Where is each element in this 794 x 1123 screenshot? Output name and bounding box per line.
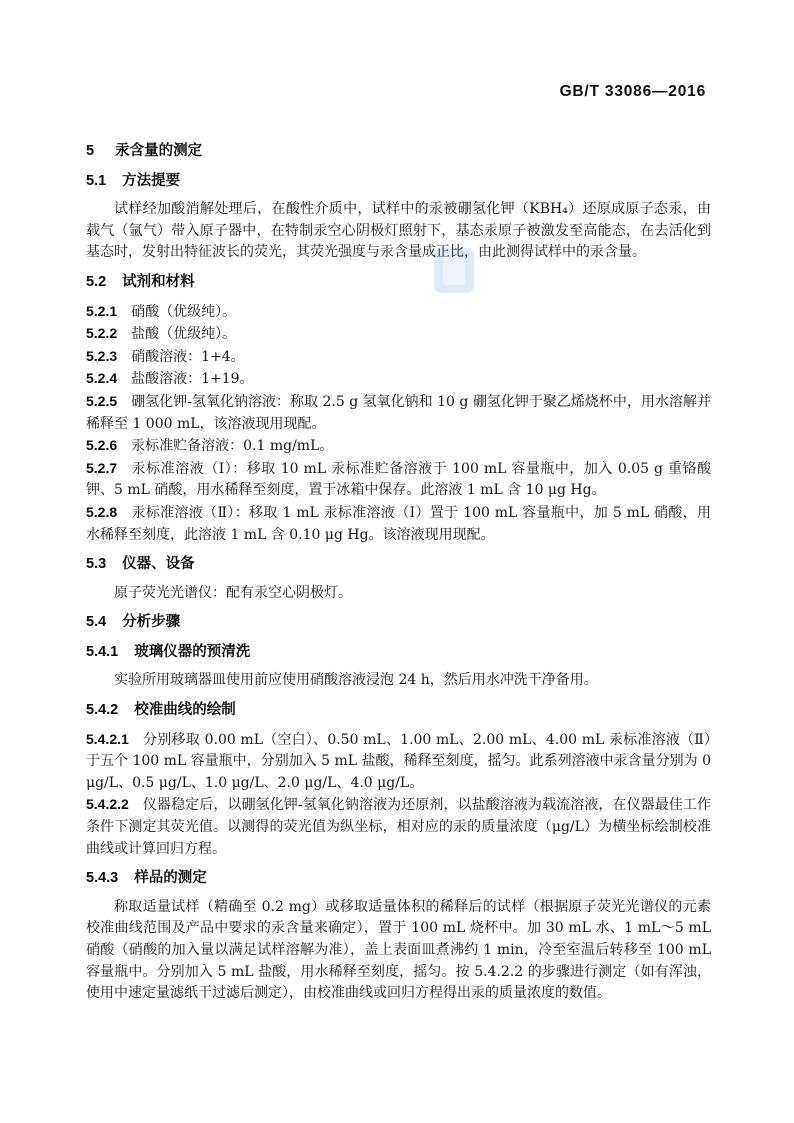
clause-text: 仪器稳定后，以硼氢化钾-氢氧化钠溶液为还原剂，以盐酸溶液为载流溶液，在仪器最佳工作条件下测定其荧光值。以测得的荧光值为纵坐标，相对应的汞的质量浓度（μg/L）为横坐标绘制校准曲线或计算回归方程。 [86,797,711,857]
heading-number: 5.4 [86,614,107,631]
clause-text: 汞标准溶液（Ⅰ）：移取 10 mL 汞标准贮备溶液于 100 mL 容量瓶中，加入 0.05 g 重铬酸钾、5 mL 硝酸，用水稀释至刻度，置于冰箱中保存。此溶液 1 mL 含 10 μg Hg。 [86,460,711,499]
heading-title: 仪器、设备 [122,556,195,573]
heading-number: 5.4.3 [86,870,119,887]
clause-5-4-2-2 [86,794,711,860]
section-heading-5 [86,141,711,163]
paragraph-instrument: 原子荧光光谱仪：配有汞空心阴极灯。 [114,584,352,601]
clause-number: 5.2.5 [86,392,118,409]
heading-number: 5.4.1 [86,643,119,660]
clause-5-2-7 [86,458,711,502]
heading-title: 校准曲线的绘制 [134,702,236,719]
heading-number: 5.4.2 [86,702,119,719]
heading-number: 5.1 [86,172,107,189]
heading-title: 玻璃仪器的预清洗 [134,643,251,660]
paragraph-sample-determination: 称取适量试样（精确至 0.2 mg）或移取适量体积的稀释后的试样（根据原子荧光光谱仪的元素校准曲线范围及产品中要求的汞含量来确定），置于 100 mL 烧杯中。加 30 mL 水、1 mL～5 mL 硝酸（硝酸的加入量以满足试样溶解为准），盖上表面皿煮沸约 1 min，冷至室温后转移至 100 mL 容量瓶中。分别加入 5 mL 盐酸，用水稀释至刻度，摇匀。按 5.4.2.2 的步骤进行测定（如有浑浊，使用中速定量滤纸干过滤后测定），由校准曲线或回归方程得出汞的质量浓度的数值。 [86,898,711,1002]
clause-5-2-5 [86,391,711,435]
clause-5-2-8 [86,502,711,546]
clause-5-2-6 [86,435,711,458]
clause-5-2-4 [86,368,711,391]
clause-text: 硼氢化钾-氢氧化钠溶液：称取 2.5 g 氢氧化钠和 10 g 硼氢化钾于聚乙烯烧杯中，用水溶解并稀释至 1 000 mL，该溶液现用现配。 [86,393,711,432]
clause-text: 汞标准溶液（Ⅱ）：移取 1 mL 汞标准溶液（Ⅰ）置于 100 mL 容量瓶中，加 5 mL 硝酸，用水稀释至刻度，此溶液 1 mL 含 0.10 μg Hg。该溶液现用现配。 [86,504,711,543]
clause-5-2-3 [86,346,711,369]
section-heading-5-4 [86,612,711,634]
section-heading-5-4-3 [86,868,711,890]
clause-number: 5.2.1 [86,302,118,319]
clause-number: 5.4.2.1 [86,730,129,747]
section-heading-5-3 [86,554,711,576]
section-heading-5-2 [86,272,711,294]
section-heading-5-1 [86,171,711,193]
section-heading-5-4-2 [86,700,711,722]
heading-number: 5 [86,143,95,159]
heading-title: 分析步骤 [122,614,181,631]
clause-number: 5.2.6 [86,437,118,454]
clause-text: 硝酸溶液：1+4。 [131,348,245,365]
clause-text: 分别移取 0.00 mL（空白）、0.50 mL、1.00 mL、2.00 mL、4.00 mL 汞标准溶液（Ⅱ）于五个 100 mL 容量瓶中，分别加入 5 mL 盐酸，稀释至刻度，摇匀。此系列溶液中汞含量分别为 0 μg/L、0.5 μg/L、1.0 μg/L、2.0 μg/L、4.0 μg/L。 [86,731,711,791]
clause-text: 盐酸溶液：1+19。 [131,371,254,388]
clause-number: 5.2.4 [86,370,118,387]
heading-title: 试剂和材料 [122,273,195,290]
clause-number: 5.2.2 [86,325,118,342]
heading-number: 5.3 [86,556,107,573]
heading-title: 汞含量的测定 [115,143,203,159]
clause-text: 硝酸（优级纯）。 [131,303,237,320]
clause-number: 5.2.7 [86,459,118,476]
paragraph-method-summary: 试样经加酸消解处理后，在酸性介质中，试样中的汞被硼氢化钾（KBH₄）还原成原子态汞，由载气（氩气）带入原子器中，在特制汞空心阴极灯照射下，基态汞原子被激发至高能态，在去活化到基态时，发射出特征波长的荧光，其荧光强度与汞含量成正比，由此测得试样中的汞含量。 [86,201,711,261]
clause-text: 盐酸（优级纯）。 [131,326,237,343]
clause-5-2-2 [86,323,711,346]
section-heading-5-4-1 [86,642,711,664]
standard-number-header: GB/T 33086—2016 [559,83,706,100]
heading-title: 方法提要 [122,172,181,189]
paragraph-glassware-cleaning: 实验所用玻璃器皿使用前应使用硝酸溶液浸泡 24 h，然后用水冲洗干净备用。 [114,672,598,689]
document-body [86,141,711,1005]
clause-5-2-1 [86,301,711,324]
clause-text: 汞标准贮备溶液：0.1 mg/mL。 [131,438,334,455]
heading-title: 样品的测定 [134,870,207,887]
clause-number: 5.4.2.2 [86,796,129,813]
clause-number: 5.2.3 [86,347,118,364]
heading-number: 5.2 [86,273,107,290]
clause-number: 5.2.8 [86,503,118,520]
clause-5-4-2-1 [86,729,711,795]
